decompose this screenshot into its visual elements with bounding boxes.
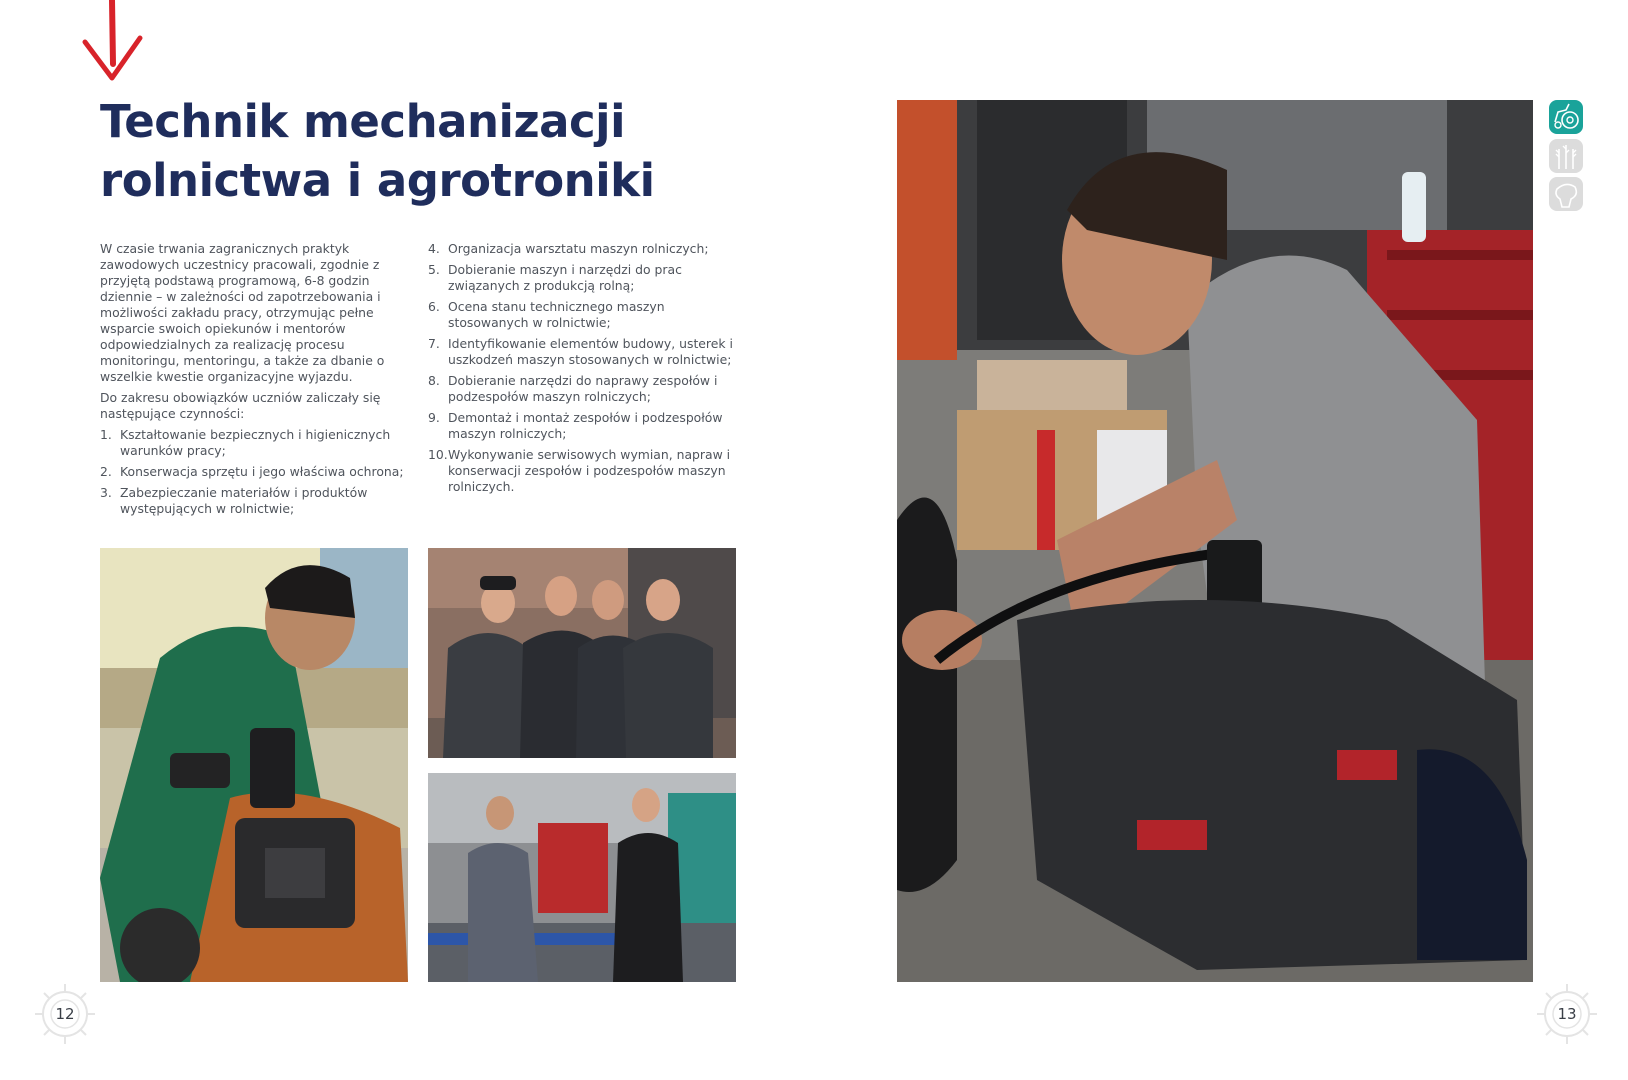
list-item bbox=[428, 447, 738, 495]
list-item bbox=[428, 241, 738, 257]
duties-intro: Do zakresu obowiązków uczniów zaliczały się następujące czynności: bbox=[100, 390, 381, 421]
list-item-text: Wykonywanie serwisowych wymian, napraw i konserwacji zespołów i podzespołów maszyn rolniczych. bbox=[448, 447, 731, 494]
cow-icon[interactable] bbox=[1549, 177, 1583, 211]
list-item bbox=[100, 427, 410, 459]
photo-students-workbench bbox=[428, 773, 736, 982]
list-item-number: 2. bbox=[100, 464, 112, 479]
list-item-number: 10. bbox=[428, 447, 448, 462]
list-item-number: 6. bbox=[428, 299, 440, 314]
list-item bbox=[100, 464, 410, 480]
list-item-number: 7. bbox=[428, 336, 440, 351]
list-item-text: Ocena stanu technicznego maszyn stosowanych w rolnictwie; bbox=[448, 299, 665, 330]
page-title-line-2: rolnictwa i agrotroniki bbox=[100, 154, 655, 207]
photo-student-drilling-mower bbox=[100, 548, 408, 982]
intro-paragraph: W czasie trwania zagranicznych praktyk zawodowych uczestnicy pracowali, zgodnie z przyjętą podstawą programową, 6-8 godzin dziennie – w zależności od zapotrzebowania i możliwości zakładu pracy, otrzymując pełne wsparcie swoich opiekunów i mentorów odpowiedzialnych za realizację procesu monitoringu, mentoringu, a także za dbanie o wszelkie kwestie organizacyjne wyjazdu. bbox=[100, 241, 385, 384]
list-item-text: Dobieranie narzędzi do naprawy zespołów i podzespołów maszyn rolniczych; bbox=[448, 373, 718, 404]
list-item-number: 8. bbox=[428, 373, 440, 388]
list-item-text: Konserwacja sprzętu i jego właściwa ochrona; bbox=[120, 464, 404, 479]
page-number-right-label: 13 bbox=[1557, 1005, 1577, 1023]
photo-student-group bbox=[428, 548, 736, 758]
page-number-left-label: 12 bbox=[55, 1005, 75, 1023]
list-item-text: Identyfikowanie elementów budowy, usterek i uszkodzeń maszyn stosowanych w rolnictwie; bbox=[448, 336, 733, 367]
duties-list-part-2 bbox=[428, 241, 738, 495]
list-item-text: Organizacja warsztatu maszyn rolniczych; bbox=[448, 241, 709, 256]
list-item bbox=[428, 373, 738, 405]
tractor-icon[interactable] bbox=[1549, 100, 1583, 134]
list-item bbox=[428, 299, 738, 331]
page-title bbox=[100, 92, 740, 210]
list-item-text: Kształtowanie bezpiecznych i higienicznych warunków pracy; bbox=[120, 427, 391, 458]
list-item-number: 1. bbox=[100, 427, 112, 442]
text-column-left bbox=[100, 241, 410, 522]
list-item bbox=[428, 410, 738, 442]
list-item-number: 5. bbox=[428, 262, 440, 277]
list-item-text: Demontaż i montaż zespołów i podzespołów maszyn rolniczych; bbox=[448, 410, 723, 441]
list-item bbox=[428, 262, 738, 294]
page-title-line-1: Technik mechanizacji bbox=[100, 95, 626, 148]
list-item-number: 4. bbox=[428, 241, 440, 256]
duties-list-part-1 bbox=[100, 427, 410, 517]
list-item-text: Dobieranie maszyn i narzędzi do prac związanych z produkcją rolną; bbox=[448, 262, 682, 293]
photo-student-tyre-inflator bbox=[897, 100, 1533, 982]
list-item-number: 3. bbox=[100, 485, 112, 500]
text-column-right bbox=[428, 241, 738, 500]
page-number-right bbox=[1533, 980, 1601, 1048]
list-item bbox=[428, 336, 738, 368]
list-item-text: Zabezpieczanie materiałów i produktów występujących w rolnictwie; bbox=[120, 485, 368, 516]
red-arrow-icon bbox=[82, 0, 144, 84]
wheat-icon[interactable] bbox=[1549, 139, 1583, 173]
page-number-left bbox=[31, 980, 99, 1048]
list-item-number: 9. bbox=[428, 410, 440, 425]
list-item bbox=[100, 485, 410, 517]
